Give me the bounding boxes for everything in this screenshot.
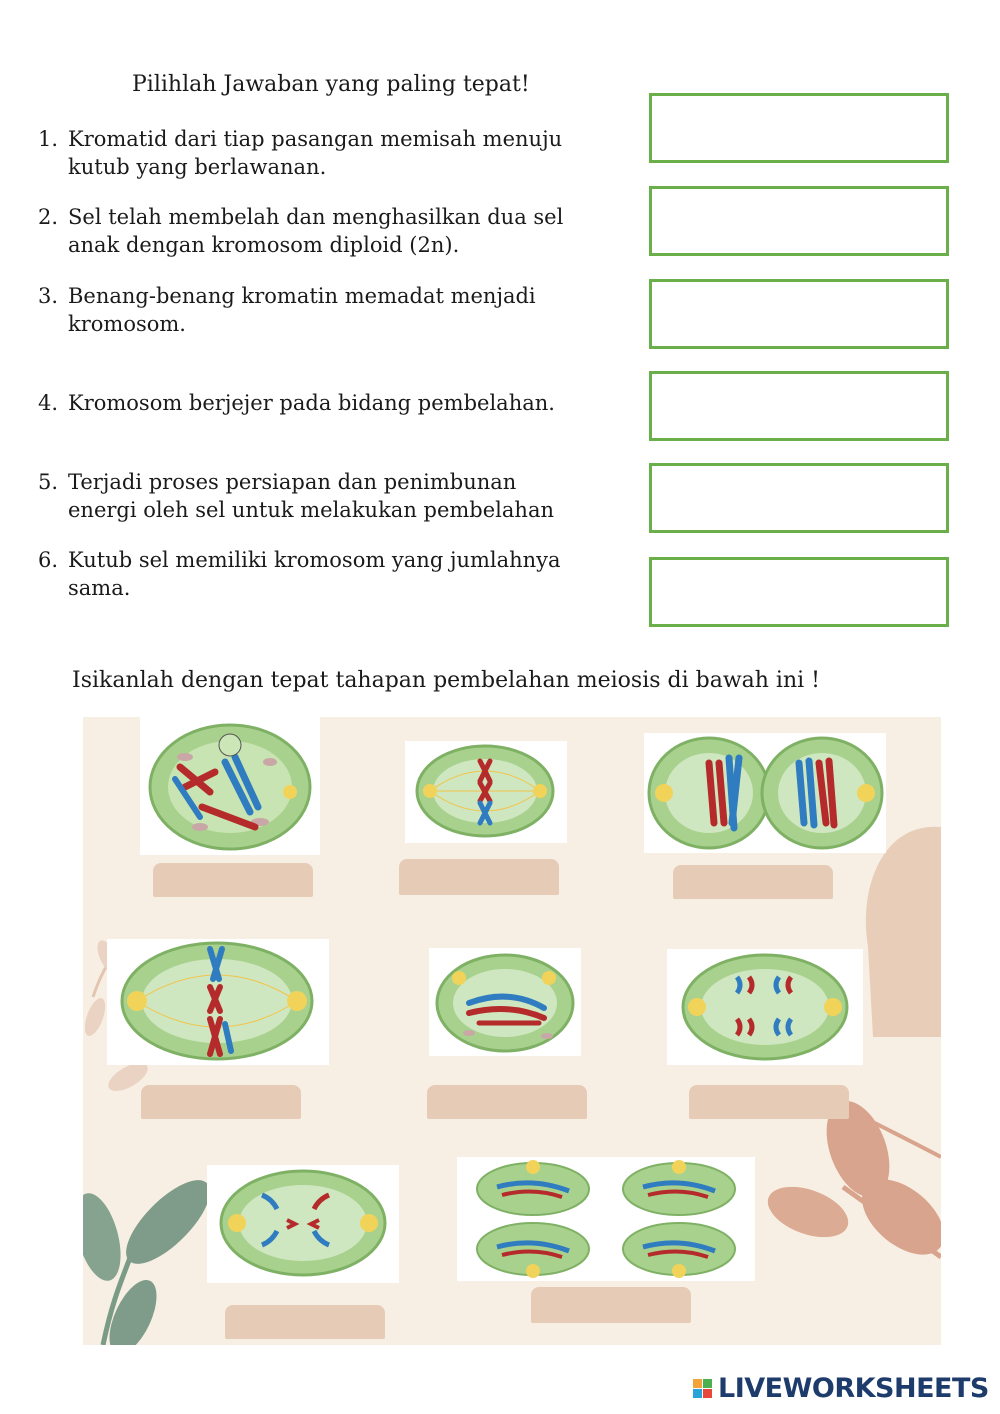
question-line: Benang-benang kromatin memadat menjadi [68,284,536,308]
cell-image-6 [667,949,863,1065]
question-line: kutub yang berlawanan. [68,155,327,179]
question-3 [38,282,618,338]
stage-label-slot-8[interactable] [531,1287,691,1323]
stage-label-slot-6[interactable] [689,1085,849,1119]
question-1 [38,125,618,181]
question-text [68,546,618,602]
brand-text: LIVEWORKSHEETS [718,1373,989,1404]
question-line: kromosom. [68,312,186,336]
stage-label-slot-4[interactable] [141,1085,301,1119]
answer-box-1[interactable] [649,93,949,163]
cell-image-4 [107,939,329,1065]
cell-image-1 [140,717,320,855]
question-line: Kutub sel memiliki kromosom yang jumlahnya [68,548,561,572]
question-line: Sel telah membelah dan menghasilkan dua sel [68,205,564,229]
question-line: energi oleh sel untuk melakukan pembelahan [68,498,554,522]
question-line: anak dengan kromosom diploid (2n). [68,233,460,257]
question-number: 3. [38,284,59,308]
question-number: 2. [38,205,59,229]
stage-label-slot-3[interactable] [673,865,833,899]
answer-box-4[interactable] [649,371,949,441]
question-line: Kromatid dari tiap pasangan memisah menuju [68,127,563,151]
cell-image-7 [207,1165,399,1283]
question-line: Kromosom berjejer pada bidang pembelahan. [68,391,555,415]
question-text [68,389,618,417]
question-text [68,125,618,181]
stage-label-slot-2[interactable] [399,859,559,895]
question-line: sama. [68,576,131,600]
question-2 [38,203,618,259]
question-number: 6. [38,548,59,572]
question-6 [38,546,618,602]
question-number: 5. [38,470,59,494]
answer-box-3[interactable] [649,279,949,349]
stage-label-slot-1[interactable] [153,863,313,897]
answer-box-2[interactable] [649,186,949,256]
question-text [68,468,618,524]
liveworksheets-logo-icon [692,1376,714,1402]
instruction-fill-stages: Isikanlah dengan tepat tahapan pembelahan meiosis di bawah ini ! [72,668,821,693]
cell-image-3 [644,733,886,853]
question-number: 4. [38,391,59,415]
answer-box-6[interactable] [649,557,949,627]
question-text [68,282,618,338]
cell-image-8 [457,1157,755,1281]
meiosis-panel [83,717,941,1345]
question-number: 1. [38,127,59,151]
cell-image-5 [429,948,581,1056]
instruction-multiple-choice: Pilihlah Jawaban yang paling tepat! [132,72,530,97]
answer-box-5[interactable] [649,463,949,533]
stage-label-slot-7[interactable] [225,1305,385,1339]
question-5 [38,468,618,524]
stage-label-slot-5[interactable] [427,1085,587,1119]
liveworksheets-brand [692,1373,989,1404]
question-4 [38,389,618,417]
question-line: Terjadi proses persiapan dan penimbunan [68,470,517,494]
question-text [68,203,618,259]
cell-image-2 [405,741,567,843]
